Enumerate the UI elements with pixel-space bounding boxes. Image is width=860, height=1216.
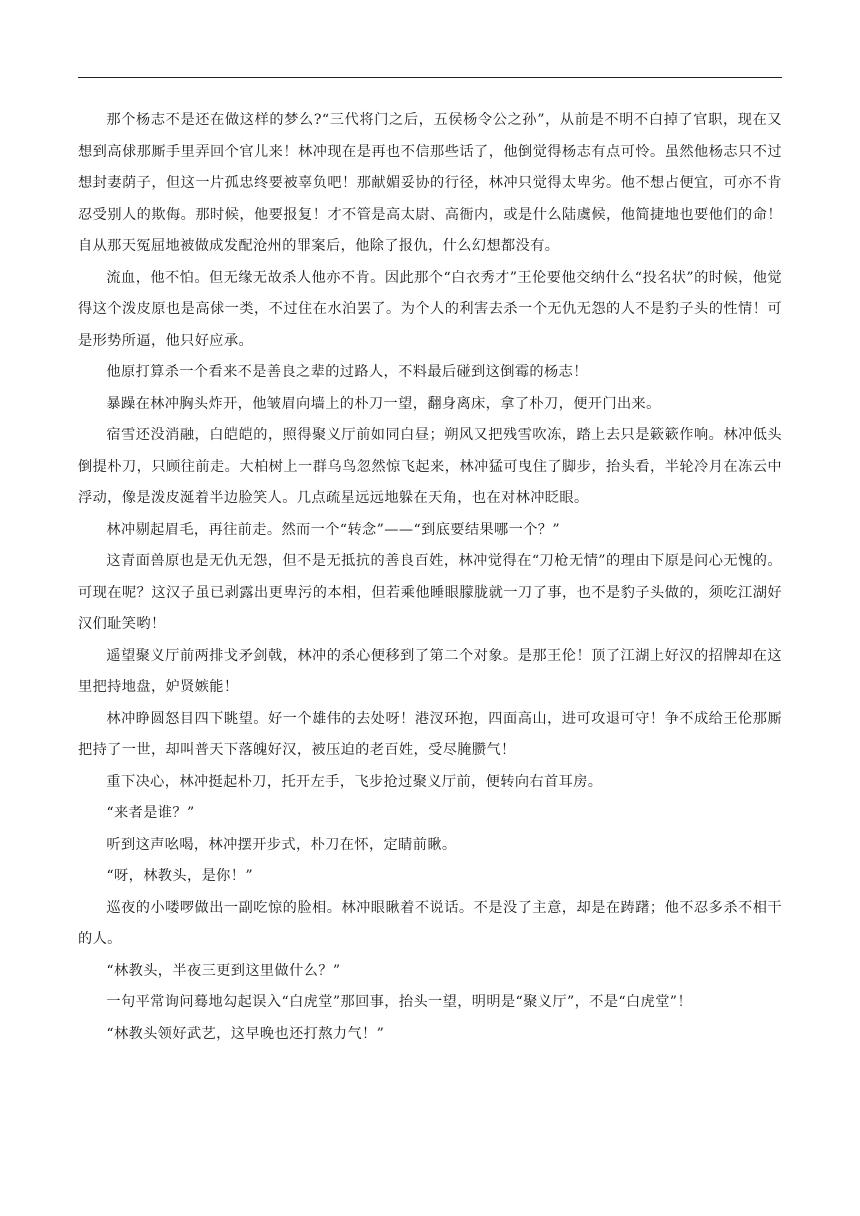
paragraph: “来者是谁？” xyxy=(106,805,195,821)
header-rule xyxy=(78,77,782,78)
paragraph: 流血，他不怕。但无缘无故杀人他亦不肯。因此那个“白衣秀才”王伦要他交纳什么“投名状”的时候，他觉得这个泼皮原也是高俅一类，不过住在水泊罢了。为个人的利害去杀一个无仇无怨的人不是豹子头的性情！可是形势所逼，他只好应承。 xyxy=(78,269,782,349)
paragraph: 宿雪还没消融，白皑皑的，照得聚义厅前如同白昼；朔风又把残雪吹冻，踏上去只是簌簌作响。林冲低头倒提朴刀，只顾往前走。大柏树上一群乌鸟忽然惊飞起来，林冲猛可曳住了脚步，抬头看，半轮冷月在冻云中浮动，像是泼皮涎着半边脸笑人。几点疏星远远地躲在天角，也在对林冲眨眼。 xyxy=(78,427,782,506)
paragraph: 他原打算杀一个看来不是善良之辈的过路人，不料最后碰到这倒霉的杨志！ xyxy=(106,364,588,380)
paragraph: 林冲睁圆怒目四下眺望。好一个雄伟的去处呀！港汊环抱，四面高山，进可攻退可守！争不成给王伦那厮把持了一世，却叫普天下落魄好汉，被压迫的老百姓，受尽腌臜气！ xyxy=(78,710,782,758)
paragraph: 那个杨志不是还在做这样的梦么?“三代将门之后，五侯杨令公之孙”，从前是不明不白掉了官职，现在又想到高俅那厮手里弄回个官儿来！林冲现在是再也不信那些话了，他倒觉得杨志有点可怜。虽然他杨志只不过想封妻荫子，但这一片孤忠终要被辜负吧！那献媚妥协的行径，林冲只觉得太卑劣。他不想占便宜，可亦不肯忍受别人的欺侮。那时候，他要报复！才不管是高太尉、高衙内，或是什么陆虞候，他简捷地也要他们的命！自从那天冤屈地被做成发配沧州的罪案后，他除了报仇，什么幻想都没有。 xyxy=(78,112,782,254)
paragraph: 林冲剔起眉毛，再往前走。然而一个“转念”——“到底要结果哪一个？” xyxy=(106,521,561,538)
paragraph: “呀，林教头，是你！” xyxy=(106,868,253,884)
story-text xyxy=(78,105,782,1050)
paragraph: 这青面兽原也是无仇无怨，但不是无抵抗的善良百姓，林冲觉得在“刀枪无情”的理由下原是问心无愧的。可现在呢？这汉子虽已剥露出更卑污的本相，但若乘他睡眼朦胧就一刀了事，也不是豹子头做的，须吃江湖好汉们耻笑哟！ xyxy=(78,553,782,632)
paragraph: 遥望聚义厅前两排戈矛剑戟，林冲的杀心便移到了第二个对象。是那王伦！顶了江湖上好汉的招牌却在这里把持地盘，妒贤嫉能！ xyxy=(78,647,782,695)
paragraph: “林教头领好武艺，这早晚也还打熬力气！” xyxy=(106,1025,385,1042)
paragraph: “林教头，半夜三更到这里做什么？” xyxy=(106,962,341,979)
paragraph: 一句平常询问蓦地勾起误入“白虎堂”那回事，抬头一望，明明是“聚义厅”，不是“白虎堂”！ xyxy=(106,994,693,1010)
paragraph: 听到这声吆喝，林冲摆开步式，朴刀在怀，定睛前瞅。 xyxy=(106,836,457,853)
paragraph: 重下决心，林冲挺起朴刀，托开左手，飞步抢过聚义厅前，便转向右首耳房。 xyxy=(106,773,603,790)
paragraph: 暴躁在林冲胸头炸开，他皱眉向墙上的朴刀一望，翻身离床，拿了朴刀，便开门出来。 xyxy=(106,395,661,412)
paragraph: 巡夜的小喽啰做出一副吃惊的脸相。林冲眼瞅着不说话。不是没了主意，却是在踌躇；他不忍多杀不相干的人。 xyxy=(78,899,782,947)
